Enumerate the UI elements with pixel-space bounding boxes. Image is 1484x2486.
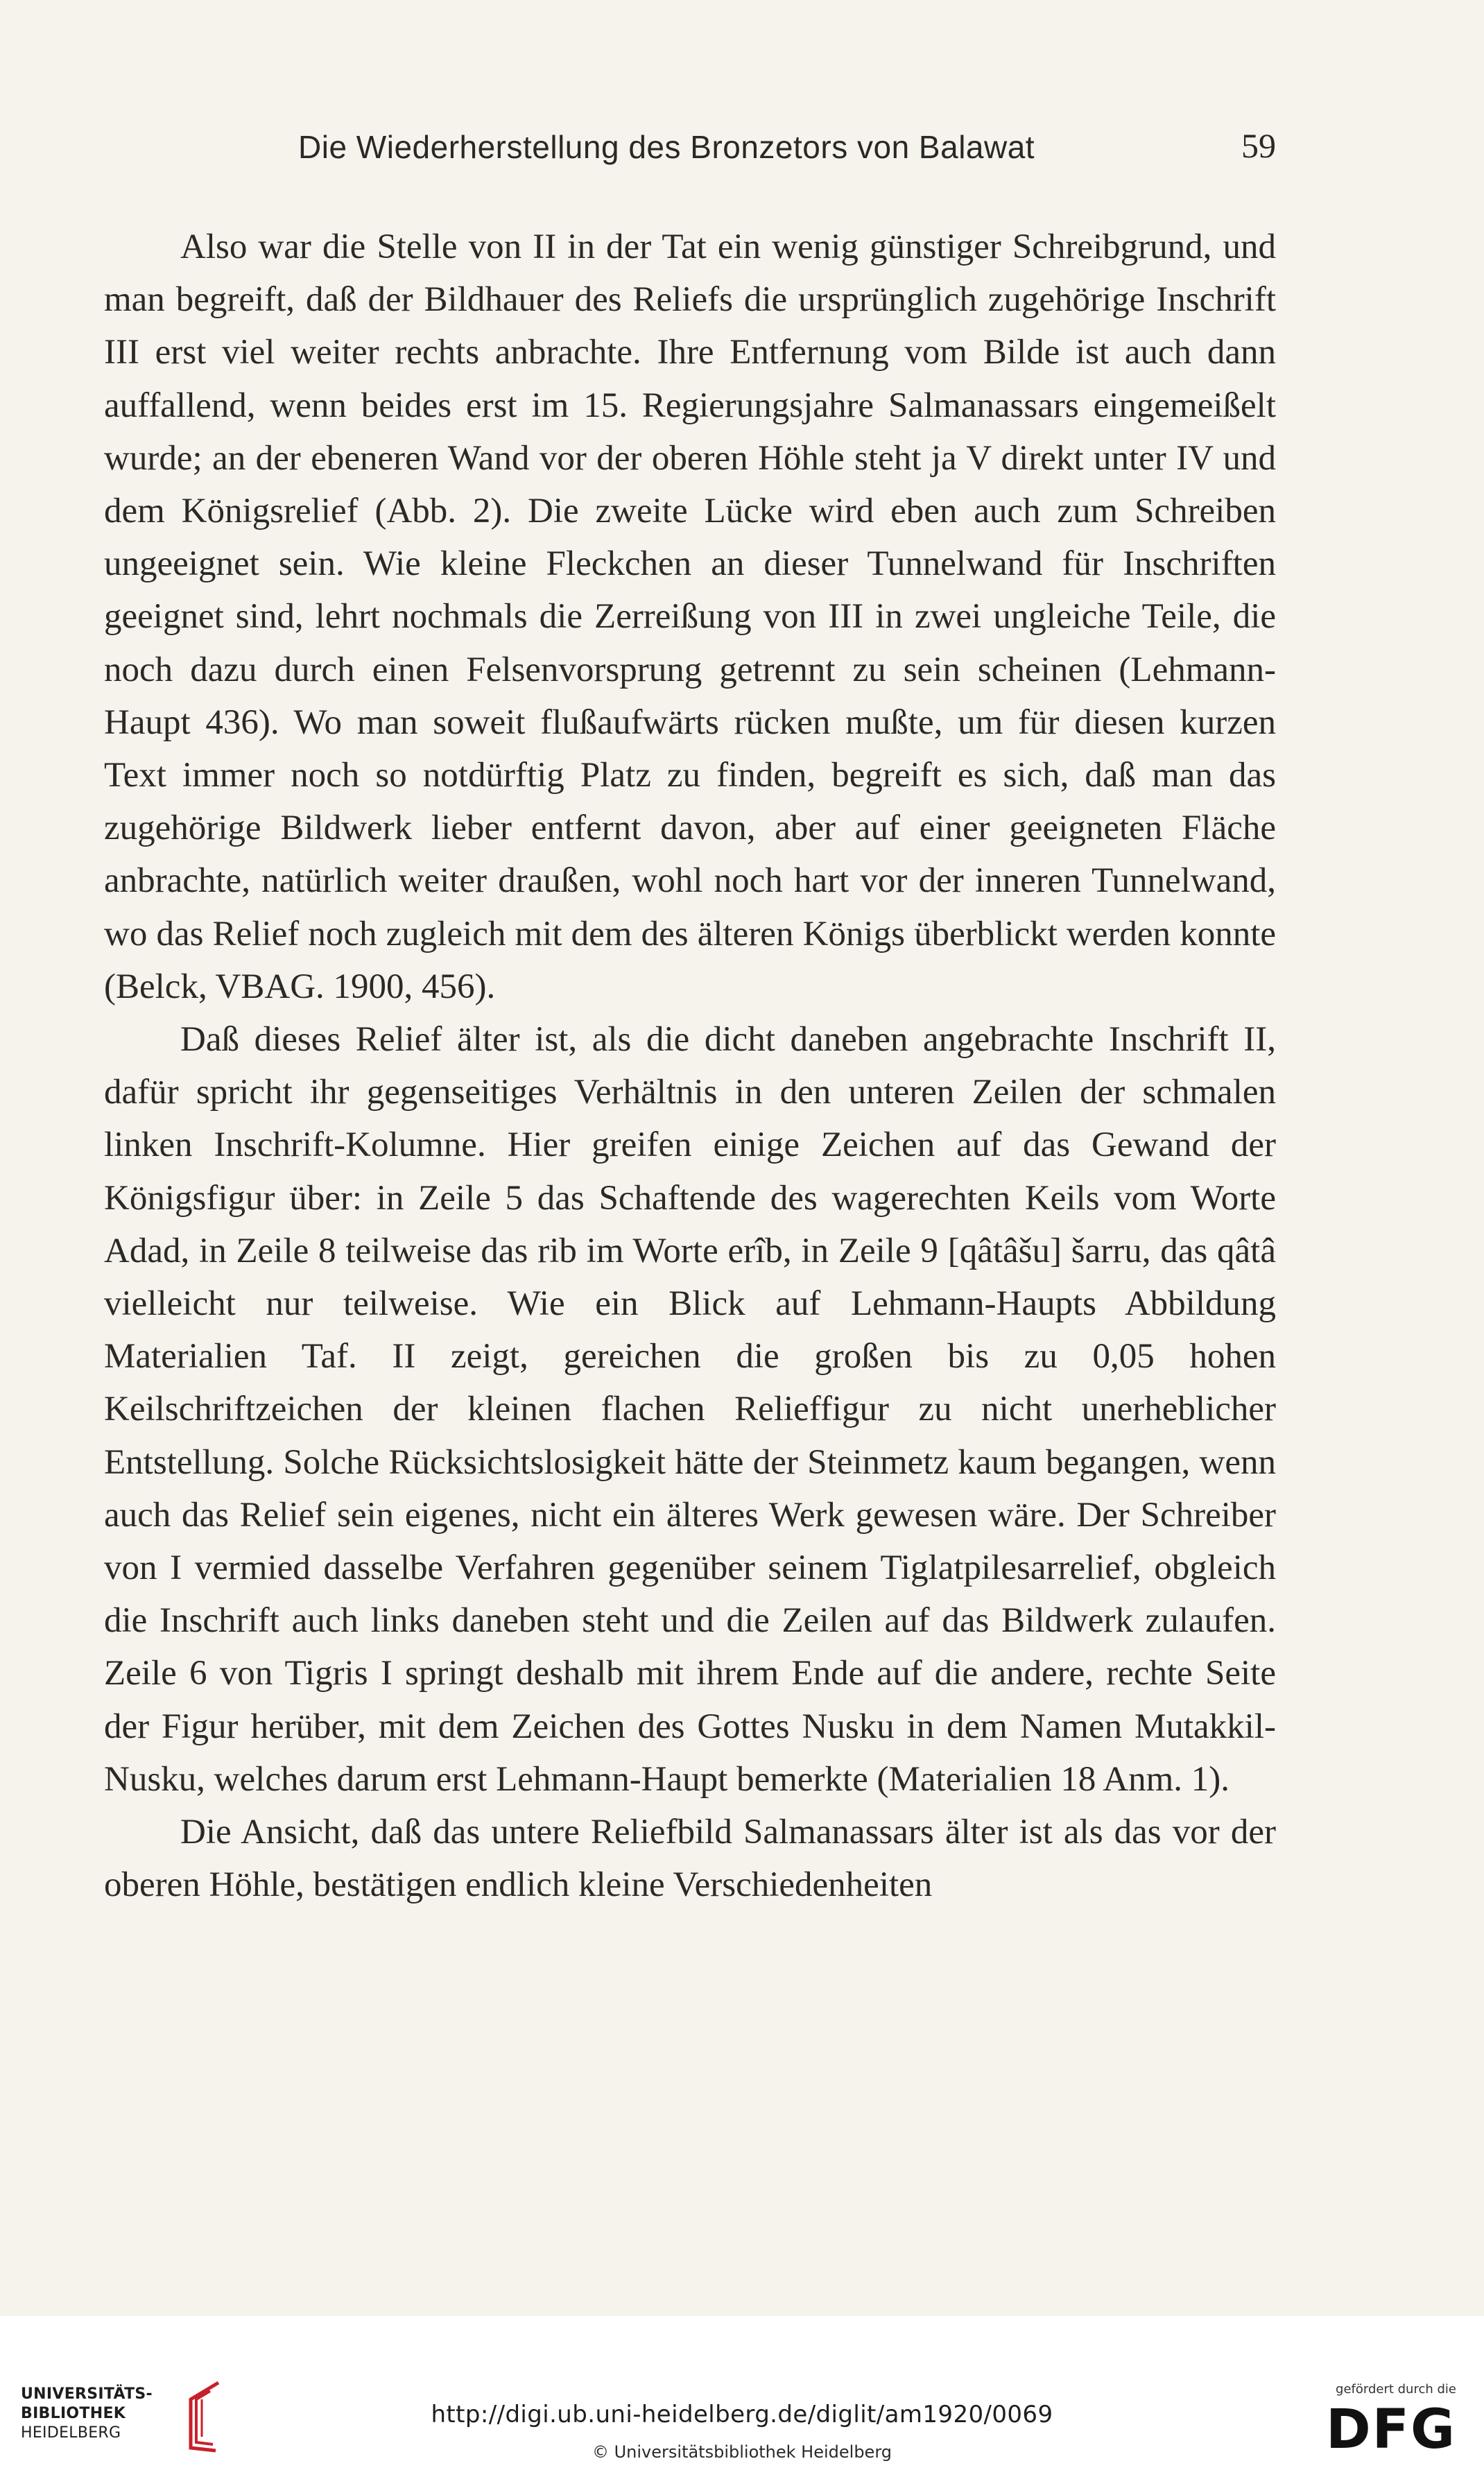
paragraph-3: Die Ansicht, daß das untere Reliefbild Salmanassars älter ist als das vor der oberen Höhle, bestätigen endlich kleine Verschiedenheiten: [104, 1813, 1276, 1905]
permalink-url[interactable]: http://digi.ub.uni-heidelberg.de/diglit/am1920/0069: [431, 2401, 1053, 2428]
library-name-line-1: UNIVERSITÄTS-: [21, 2385, 153, 2403]
copyright-notice: © Universitätsbibliothek Heidelberg: [592, 2442, 892, 2462]
paragraph-1: Also war die Stelle von II in der Tat ein wenig günstiger Schreibgrund, und man begreift, daß der Bildhauer des Reliefs die ursprünglich zugehörige Inschrift III erst viel weiter rechts anbrachte. Ihre Entfernung vom Bilde ist auch dann auffallend, wenn beides erst im 15. Regierungsjahre Salmanassars eingemeißelt wurde; an der ebeneren Wand vor der oberen Höhle steht ja V direkt unter IV und dem Königsrelief (Abb. 2). Die zweite Lücke wird eben auch zum Schreiben ungeeignet sein. Wie kleine Fleckchen an dieser Tunnelwand für Inschriften geeignet sind, lehrt nochmals die Zerreißung von III in zwei ungleiche Teile, die noch dazu durch einen Felsenvorsprung getrennt zu sein scheinen (Lehmann-Haupt 436). Wo man soweit flußaufwärts rücken mußte, um für diesen kurzen Text immer noch so notdürftig Platz zu finden, begreift es sich, daß man das zugehörige Bildwerk lieber entfernt davon, aber auf einer geeigneten Fläche anbrachte, natürlich weiter draußen, wohl noch hart vor der inneren Tunnelwand, wo das Relief noch zugleich mit dem des älteren Königs überblickt werden konnte (Belck, VBAG. 1900, 456).: [104, 227, 1276, 1006]
library-name-line-3: HEIDELBERG: [21, 2424, 121, 2442]
dfg-funding-block: [1311, 2382, 1456, 2472]
page-number: 59: [1241, 126, 1276, 165]
funding-caption: gefördert durch die: [1336, 2382, 1456, 2397]
paragraph-2: Daß dieses Relief älter ist, als die dicht daneben angebrachte Inschrift II, dafür spricht ihr gegenseitiges Verhältnis in den unteren Zeilen der schmalen linken Inschrift-Kolumne. Hier greifen einige Zeichen auf das Gewand der Königsfigur über: in Zeile 5 das Schaftende des wagerechten Keils vom Worte Adad, in Zeile 8 teilweise das rib im Worte erîb, in Zeile 9 [qâtâšu] šarru, das qâtâ vielleicht nur teilweise. Wie ein Blick auf Lehmann-Haupts Abbildung Materialien Taf. II zeigt, gereichen die großen bis zu 0,05 hohen Keilschriftzeichen der kleinen flachen Relieffigur zu nicht unerheblicher Entstellung. Solche Rücksichtslosigkeit hätte der Steinmetz kaum begangen, wenn auch das Relief sein eigenes, nicht ein älteres Werk gewesen wäre. Der Schreiber von I vermied dasselbe Verfahren gegenüber seinem Tiglatpilesarrelief, obgleich die Inschrift auch links daneben steht und die Zeilen auf das Bildwerk zulaufen. Zeile 6 von Tigris I springt deshalb mit ihrem Ende auf die andere, rechte Seite der Figur herüber, mit dem Zeichen des Gottes Nusku in dem Namen Mutakkil-Nusku, welches darum erst Lehmann-Haupt bemerkte (Materialien 18 Anm. 1).: [104, 1020, 1276, 1799]
body-text: [104, 221, 1276, 1912]
dfg-logo: DFG: [1325, 2399, 1456, 2461]
footer: [0, 2316, 1484, 2486]
running-head: [104, 128, 1276, 177]
running-title: Die Wiederherstellung des Bronzetors von Balawat: [298, 129, 1035, 165]
library-name-line-2: BIBLIOTHEK: [21, 2405, 126, 2422]
